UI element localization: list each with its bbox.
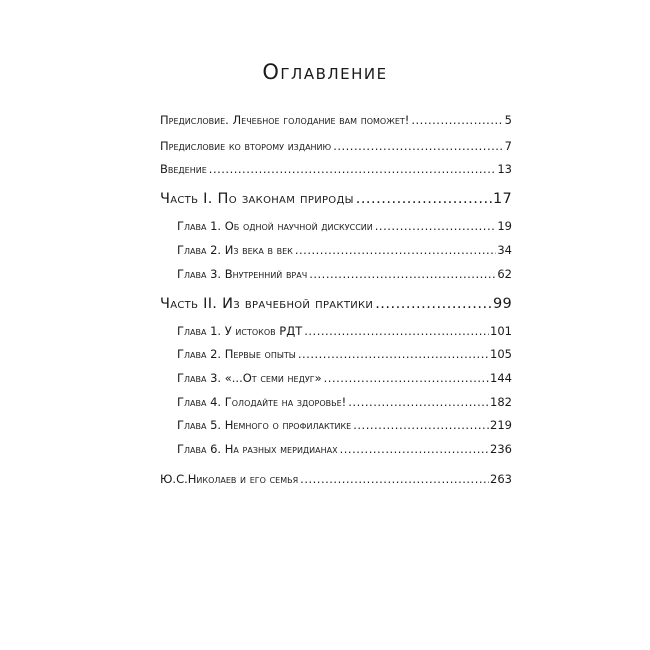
toc-entry-label: Глава 2. Первые опыты xyxy=(177,347,296,361)
toc-entry-page: 263 xyxy=(490,472,512,486)
leader-dots xyxy=(411,113,503,127)
leader-dots xyxy=(340,442,489,456)
toc-entry-label: Введение xyxy=(160,162,207,176)
toc-entry-page: 62 xyxy=(497,267,512,281)
toc-chapter-entry xyxy=(177,267,512,281)
leader-dots xyxy=(295,243,497,257)
toc-entry-label: Глава 4. Голодайте на здоровье! xyxy=(177,395,347,409)
toc-entry-label: Глава 3. Внутренний врач xyxy=(177,267,308,281)
toc-part-entry xyxy=(160,191,512,207)
toc-entry-label: Часть II. Из врачебной практики xyxy=(160,296,374,312)
leader-dots xyxy=(300,472,489,486)
toc-entry xyxy=(160,162,512,176)
leader-dots xyxy=(304,324,489,338)
toc-entry-label: Предисловие. Лечебное голодание вам поможет! xyxy=(160,113,410,127)
toc-chapter-entry xyxy=(177,418,512,432)
toc-title: Оглавление xyxy=(262,60,388,84)
toc-chapter-entry xyxy=(177,219,512,233)
toc-entry xyxy=(160,113,512,127)
toc-entry-label: Глава 5. Немного о профилактике xyxy=(177,418,352,432)
toc-entry-page: 34 xyxy=(497,243,512,257)
toc-entry-page: 5 xyxy=(504,113,512,127)
toc-entry-page: 13 xyxy=(497,162,512,176)
toc-chapter-entry xyxy=(177,324,512,338)
toc-entry-page: 182 xyxy=(490,395,512,409)
leader-dots xyxy=(333,139,503,153)
toc-entry-label: Часть I. По законам природы xyxy=(160,191,354,207)
toc-entry-label: Ю.С.Николаев и его семья xyxy=(160,472,299,486)
toc-entry-label: Глава 1. Об одной научной дискуссии xyxy=(177,219,373,233)
toc-entry xyxy=(160,139,512,153)
leader-dots xyxy=(348,395,489,409)
toc-chapter-entry xyxy=(177,395,512,409)
toc-entry-label: Глава 3. «...От семи недуг» xyxy=(177,371,322,385)
toc-entry-label: Глава 1. У истоков РДТ xyxy=(177,324,303,338)
toc-entry-label: Глава 6. На разных меридианах xyxy=(177,442,338,456)
leader-dots xyxy=(298,347,489,361)
toc-entry-page: 99 xyxy=(492,296,512,312)
toc-entry-page: 105 xyxy=(490,347,512,361)
toc-entry-label: Предисловие ко второму изданию xyxy=(160,139,332,153)
toc-entry-page: 19 xyxy=(497,219,512,233)
leader-dots xyxy=(324,371,489,385)
leader-dots xyxy=(375,296,492,312)
toc-entry-page: 7 xyxy=(504,139,512,153)
toc-entry xyxy=(160,472,512,486)
leader-dots xyxy=(209,162,497,176)
toc-entry-page: 219 xyxy=(490,418,512,432)
toc-entry-page: 17 xyxy=(492,191,512,207)
leader-dots xyxy=(375,219,497,233)
toc-entry-page: 144 xyxy=(490,371,512,385)
toc-entry-label: Глава 2. Из века в век xyxy=(177,243,293,257)
toc-entry-page: 236 xyxy=(490,442,512,456)
leader-dots xyxy=(309,267,496,281)
toc-part-entry xyxy=(160,296,512,312)
toc-entry-page: 101 xyxy=(490,324,512,338)
toc-chapter-entry xyxy=(177,347,512,361)
toc-chapter-entry xyxy=(177,243,512,257)
leader-dots xyxy=(356,191,492,207)
leader-dots xyxy=(353,418,489,432)
toc-chapter-entry xyxy=(177,371,512,385)
toc-chapter-entry xyxy=(177,442,512,456)
